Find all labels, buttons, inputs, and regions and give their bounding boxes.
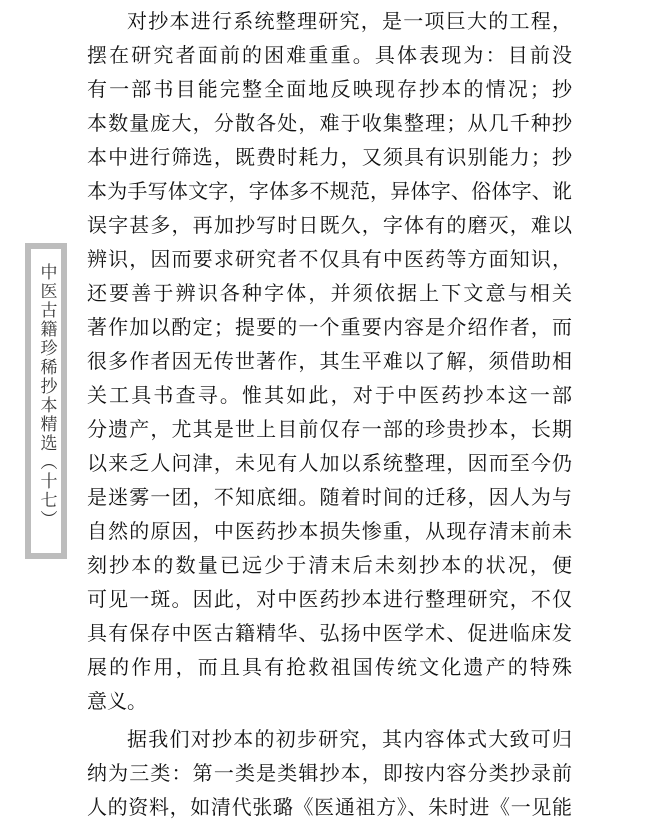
text-line: 分遗产，尤其是世上目前仅存一部的珍贵抄本，长期	[87, 417, 572, 441]
text-line: 意义。	[87, 689, 147, 713]
text-line: 展的作用，而且具有抢救祖国传统文化遗产的特殊	[87, 655, 572, 679]
text-line: 纳为三类：第一类是类辑抄本，即按内容分类抄录前	[87, 761, 572, 785]
text-line: 以来乏人问津，未见有人加以系统整理，因而至今仍	[87, 451, 572, 475]
text-line: 误字甚多，再加抄写时日既久，字体有的磨灭，难以	[87, 213, 572, 237]
text-line: 自然的原因，中医药抄本损失惨重，从现存清末前未	[87, 519, 572, 543]
text-line: 据我们对抄本的初步研究，其内容体式大致可归	[127, 727, 572, 751]
text-line: 有一部书目能完整全面地反映现存抄本的情况；抄	[87, 77, 572, 101]
text-line: 很多作者因无传世著作，其生平难以了解，须借助相	[87, 349, 572, 373]
paragraph	[87, 4, 572, 718]
text-line: 关工具书查寻。惟其如此，对于中医药抄本这一部	[87, 383, 572, 407]
side-tab-frame	[31, 249, 61, 553]
text-line: 具有保存中医古籍精华、弘扬中医学术、促进临床发	[87, 621, 572, 645]
text-line: 人的资料，如清代张璐《医通祖方》、朱时进《一见能	[87, 795, 572, 819]
paragraph	[87, 722, 572, 824]
book-title-side-tab	[25, 243, 67, 559]
text-line: 刻抄本的数量已远少于清末后未刻抄本的状况，便	[87, 553, 572, 577]
text-line: 可见一斑。因此，对中医药抄本进行整理研究，不仅	[87, 587, 572, 611]
text-line: 本中进行筛选，既费时耗力，又须具有识别能力；抄	[87, 145, 572, 169]
text-line: 摆在研究者面前的困难重重。具体表现为：目前没	[87, 43, 572, 67]
text-line: 是迷雾一团，不知底细。随着时间的迁移，因人为与	[87, 485, 572, 509]
body-text	[87, 4, 572, 824]
text-line: 著作加以酌定；提要的一个重要内容是介绍作者，而	[87, 315, 572, 339]
book-series-title: 中医古籍珍稀抄本精选（十七）	[36, 263, 57, 529]
text-line: 本为手写体文字，字体多不规范，异体字、俗体字、讹	[87, 179, 572, 203]
text-line: 本数量庞大，分散各处，难于收集整理；从几千种抄	[87, 111, 572, 135]
text-line: 辨识，因而要求研究者不仅具有中医药等方面知识，	[87, 247, 572, 271]
text-line: 还要善于辨识各种字体，并须依据上下文意与相关	[87, 281, 572, 305]
text-line: 对抄本进行系统整理研究，是一项巨大的工程，	[127, 9, 572, 33]
